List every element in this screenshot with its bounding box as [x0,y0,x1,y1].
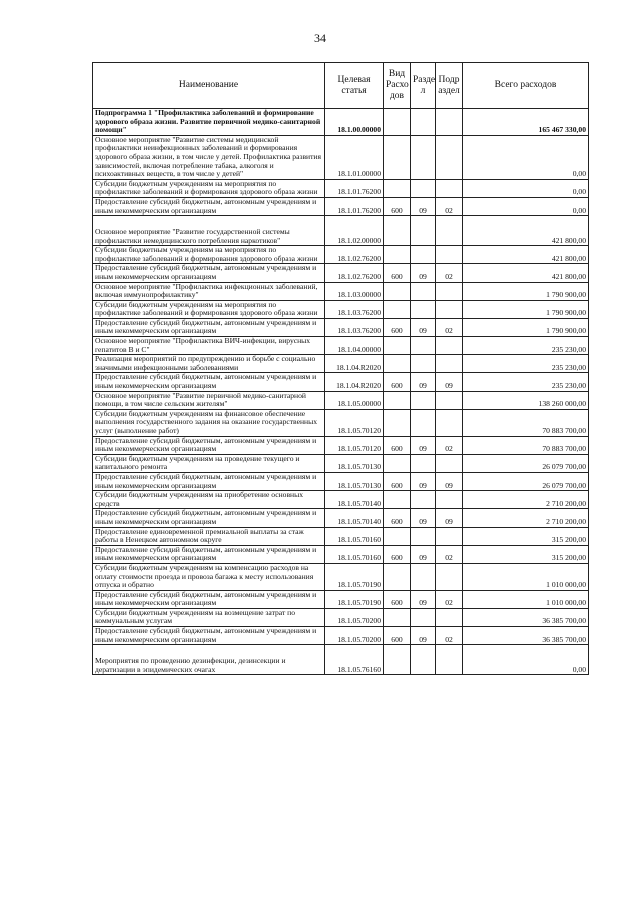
cell-razd [411,337,436,355]
cell-razd [411,246,436,264]
cell-sum: 2 710 200,00 [463,491,589,509]
cell-name: Субсидии бюджетным учреждениям на проведение текущего и капитального ремонта [93,454,325,472]
cell-code: 18.1.05.70130 [325,472,384,490]
cell-sum: 235 230,00 [463,373,589,391]
cell-name: Субсидии бюджетным учреждениям на приобретение основных средств [93,491,325,509]
cell-sum: 26 079 700,00 [463,454,589,472]
cell-vid: 600 [384,545,411,563]
cell-podr [436,246,463,264]
cell-sum: 70 883 700,00 [463,436,589,454]
cell-code: 18.1.05.70200 [325,608,384,626]
table-row [93,355,589,373]
cell-podr: 02 [436,590,463,608]
cell-vid: 600 [384,590,411,608]
cell-podr [436,355,463,373]
cell-razd: 09 [411,318,436,336]
cell-vid [384,608,411,626]
cell-code: 18.1.05.70190 [325,590,384,608]
cell-podr [436,179,463,197]
cell-podr: 09 [436,472,463,490]
cell-sum: 138 260 000,00 [463,391,589,409]
cell-code: 18.1.05.76160 [325,645,384,675]
cell-sum: 0,00 [463,645,589,675]
cell-name: Основное мероприятие "Развитие государственной системы профилактики немедицинского потребления наркотиков" [93,216,325,246]
cell-razd [411,179,436,197]
cell-razd [411,300,436,318]
cell-vid [384,391,411,409]
table-row [93,563,589,590]
cell-vid [384,109,411,136]
cell-vid: 600 [384,627,411,645]
table-row [93,391,589,409]
cell-vid: 600 [384,197,411,215]
cell-podr [436,135,463,179]
cell-name: Основное мероприятие "Развитие системы медицинской профилактики неинфекционных заболеваний и формирования здорового образа жизни, в том числе у детей. Профилактика развития зависимостей, включая потребление табака, алкоголя и психоактивных веществ, в том числе у детей" [93,135,325,179]
header-total: Всего расходов [463,63,589,109]
cell-vid [384,454,411,472]
table-row [93,197,589,215]
cell-name: Субсидии бюджетным учреждениям на мероприятия по профилактике заболеваний и формирования здорового образа жизни [93,179,325,197]
table-row [93,246,589,264]
cell-vid [384,179,411,197]
cell-sum: 1 010 000,00 [463,590,589,608]
table-row [93,216,589,246]
cell-name: Предоставление субсидий бюджетным, автономным учреждениям и иным некоммерческим организациям [93,373,325,391]
cell-razd [411,527,436,545]
cell-code: 18.1.05.70140 [325,509,384,527]
cell-sum: 26 079 700,00 [463,472,589,490]
cell-razd [411,216,436,246]
table-row [93,436,589,454]
cell-name: Основное мероприятие "Развитие первичной медико-санитарной помощи, в том числе сельским жителям" [93,391,325,409]
cell-code: 18.1.05.70160 [325,527,384,545]
cell-sum: 1 790 900,00 [463,318,589,336]
cell-name: Предоставление субсидий бюджетным, автономным учреждениям и иным некоммерческим организациям [93,545,325,563]
cell-vid: 600 [384,436,411,454]
cell-vid [384,563,411,590]
cell-vid [384,645,411,675]
cell-podr [436,491,463,509]
cell-vid [384,527,411,545]
cell-vid [384,409,411,436]
cell-podr [436,527,463,545]
cell-podr [436,300,463,318]
cell-vid: 600 [384,318,411,336]
table-row [93,509,589,527]
table-row [93,109,589,136]
cell-vid: 600 [384,472,411,490]
cell-podr [436,337,463,355]
cell-razd [411,282,436,300]
cell-name: Основное мероприятие "Профилактика ВИЧ-инфекции, вирусных гепатитов В и С" [93,337,325,355]
table-row [93,282,589,300]
cell-razd [411,135,436,179]
cell-sum: 70 883 700,00 [463,409,589,436]
cell-razd [411,563,436,590]
cell-razd [411,608,436,626]
cell-razd: 09 [411,590,436,608]
cell-razd: 09 [411,197,436,215]
cell-code: 18.1.03.76200 [325,300,384,318]
cell-sum: 0,00 [463,197,589,215]
cell-name: Подпрограмма 1 "Профилактика заболеваний и формирование здорового образа жизни. Развитие первичной медико-санитарной помощи" [93,109,325,136]
cell-sum: 315 200,00 [463,545,589,563]
cell-code: 18.1.02.00000 [325,216,384,246]
cell-razd [411,491,436,509]
table-row [93,264,589,282]
cell-code: 18.1.00.00000 [325,109,384,136]
cell-sum: 235 230,00 [463,355,589,373]
cell-sum: 1 790 900,00 [463,300,589,318]
cell-sum: 165 467 330,00 [463,109,589,136]
table-row [93,627,589,645]
cell-code: 18.1.01.00000 [325,135,384,179]
cell-vid: 600 [384,264,411,282]
cell-podr: 02 [436,436,463,454]
cell-name: Предоставление единовременной премиальной выплаты за стаж работы в Ненецком автономном округе [93,527,325,545]
cell-vid: 600 [384,509,411,527]
cell-code: 18.1.05.70190 [325,563,384,590]
cell-razd [411,355,436,373]
table-body [93,109,589,675]
table-row [93,179,589,197]
cell-razd: 09 [411,373,436,391]
cell-razd [411,391,436,409]
cell-code: 18.1.04.00000 [325,337,384,355]
cell-name: Предоставление субсидий бюджетным, автономным учреждениям и иным некоммерческим организациям [93,627,325,645]
cell-podr [436,109,463,136]
cell-razd: 09 [411,627,436,645]
table-row [93,527,589,545]
table-row [93,135,589,179]
header-podr: Подр аздел [436,63,463,109]
cell-code: 18.1.05.70120 [325,409,384,436]
cell-podr [436,645,463,675]
table-row [93,409,589,436]
cell-sum: 421 800,00 [463,216,589,246]
cell-code: 18.1.05.00000 [325,391,384,409]
cell-podr: 02 [436,318,463,336]
cell-sum: 421 800,00 [463,264,589,282]
cell-vid [384,337,411,355]
cell-sum: 1 790 900,00 [463,282,589,300]
cell-code: 18.1.05.70140 [325,491,384,509]
cell-code: 18.1.05.70200 [325,627,384,645]
cell-vid [384,216,411,246]
cell-name: Основное мероприятие "Профилактика инфекционных заболеваний, включая иммунопрофилактику" [93,282,325,300]
cell-code: 18.1.04.R2020 [325,373,384,391]
cell-sum: 36 385 700,00 [463,608,589,626]
table-row [93,454,589,472]
cell-name: Предоставление субсидий бюджетным, автономным учреждениям и иным некоммерческим организациям [93,509,325,527]
table-row [93,318,589,336]
cell-podr: 09 [436,509,463,527]
cell-razd: 09 [411,509,436,527]
cell-sum: 1 010 000,00 [463,563,589,590]
cell-podr [436,282,463,300]
cell-name: Предоставление субсидий бюджетным, автономным учреждениям и иным некоммерческим организациям [93,436,325,454]
cell-razd: 09 [411,436,436,454]
cell-name: Субсидии бюджетным учреждениям на финансовое обеспечение выполнения государственного задания на оказание государственных услуг (выполнение работ) [93,409,325,436]
cell-podr [436,391,463,409]
cell-podr [436,563,463,590]
table-row [93,645,589,675]
cell-name: Реализация мероприятий по предупреждению и борьбе с социально значимыми инфекционными заболеваниями [93,355,325,373]
cell-name: Мероприятия по проведению дезинфекции, дезинсекции и дератизации в эпидемических очагах [93,645,325,675]
cell-vid [384,246,411,264]
table-header-row [93,63,589,109]
header-razd: Разде л [411,63,436,109]
cell-name: Субсидии бюджетным учреждениям на возмещение затрат по коммунальным услугам [93,608,325,626]
cell-podr: 02 [436,545,463,563]
cell-name: Субсидии бюджетным учреждениям на мероприятия по профилактике заболеваний и формирования здорового образа жизни [93,300,325,318]
cell-sum: 235 230,00 [463,337,589,355]
cell-code: 18.1.05.70120 [325,436,384,454]
cell-sum: 0,00 [463,135,589,179]
cell-name: Субсидии бюджетным учреждениям на мероприятия по профилактике заболеваний и формирования здорового образа жизни [93,246,325,264]
cell-razd [411,454,436,472]
cell-razd [411,645,436,675]
budget-table [92,62,589,675]
cell-code: 18.1.01.76200 [325,197,384,215]
cell-podr: 09 [436,373,463,391]
cell-sum: 0,00 [463,179,589,197]
cell-podr: 02 [436,264,463,282]
cell-code: 18.1.05.70130 [325,454,384,472]
cell-code: 18.1.03.00000 [325,282,384,300]
table-row [93,337,589,355]
table-row [93,590,589,608]
cell-name: Предоставление субсидий бюджетным, автономным учреждениям и иным некоммерческим организациям [93,318,325,336]
table-row [93,373,589,391]
cell-podr: 02 [436,197,463,215]
cell-name: Предоставление субсидий бюджетным, автономным учреждениям и иным некоммерческим организациям [93,472,325,490]
header-name: Наименование [93,63,325,109]
table-row [93,300,589,318]
cell-vid [384,282,411,300]
cell-sum: 421 800,00 [463,246,589,264]
cell-name: Предоставление субсидий бюджетным, автономным учреждениям и иным некоммерческим организациям [93,590,325,608]
cell-code: 18.1.05.70160 [325,545,384,563]
header-target: Целевая статья [325,63,384,109]
cell-code: 18.1.03.76200 [325,318,384,336]
header-vid: Вид Расхо дов [384,63,411,109]
table-row [93,608,589,626]
cell-podr [436,454,463,472]
cell-vid [384,300,411,318]
table-row [93,491,589,509]
cell-sum: 36 385 700,00 [463,627,589,645]
page-number: 34 [314,31,326,45]
table-row [93,545,589,563]
cell-razd: 09 [411,264,436,282]
cell-code: 18.1.01.76200 [325,179,384,197]
cell-vid [384,355,411,373]
cell-code: 18.1.02.76200 [325,246,384,264]
cell-name: Предоставление субсидий бюджетным, автономным учреждениям и иным некоммерческим организациям [93,197,325,215]
cell-vid: 600 [384,373,411,391]
cell-code: 18.1.04.R2020 [325,355,384,373]
cell-code: 18.1.02.76200 [325,264,384,282]
table-row [93,472,589,490]
cell-podr: 02 [436,627,463,645]
cell-razd [411,409,436,436]
cell-razd: 09 [411,545,436,563]
cell-sum: 315 200,00 [463,527,589,545]
cell-podr [436,608,463,626]
cell-razd [411,109,436,136]
cell-podr [436,216,463,246]
cell-name: Предоставление субсидий бюджетным, автономным учреждениям и иным некоммерческим организациям [93,264,325,282]
cell-vid [384,491,411,509]
cell-vid [384,135,411,179]
cell-sum: 2 710 200,00 [463,509,589,527]
cell-razd: 09 [411,472,436,490]
cell-name: Субсидии бюджетным учреждениям на компенсацию расходов на оплату стоимости проезда и провоза багажа к месту использования отпуска и обратно [93,563,325,590]
cell-podr [436,409,463,436]
